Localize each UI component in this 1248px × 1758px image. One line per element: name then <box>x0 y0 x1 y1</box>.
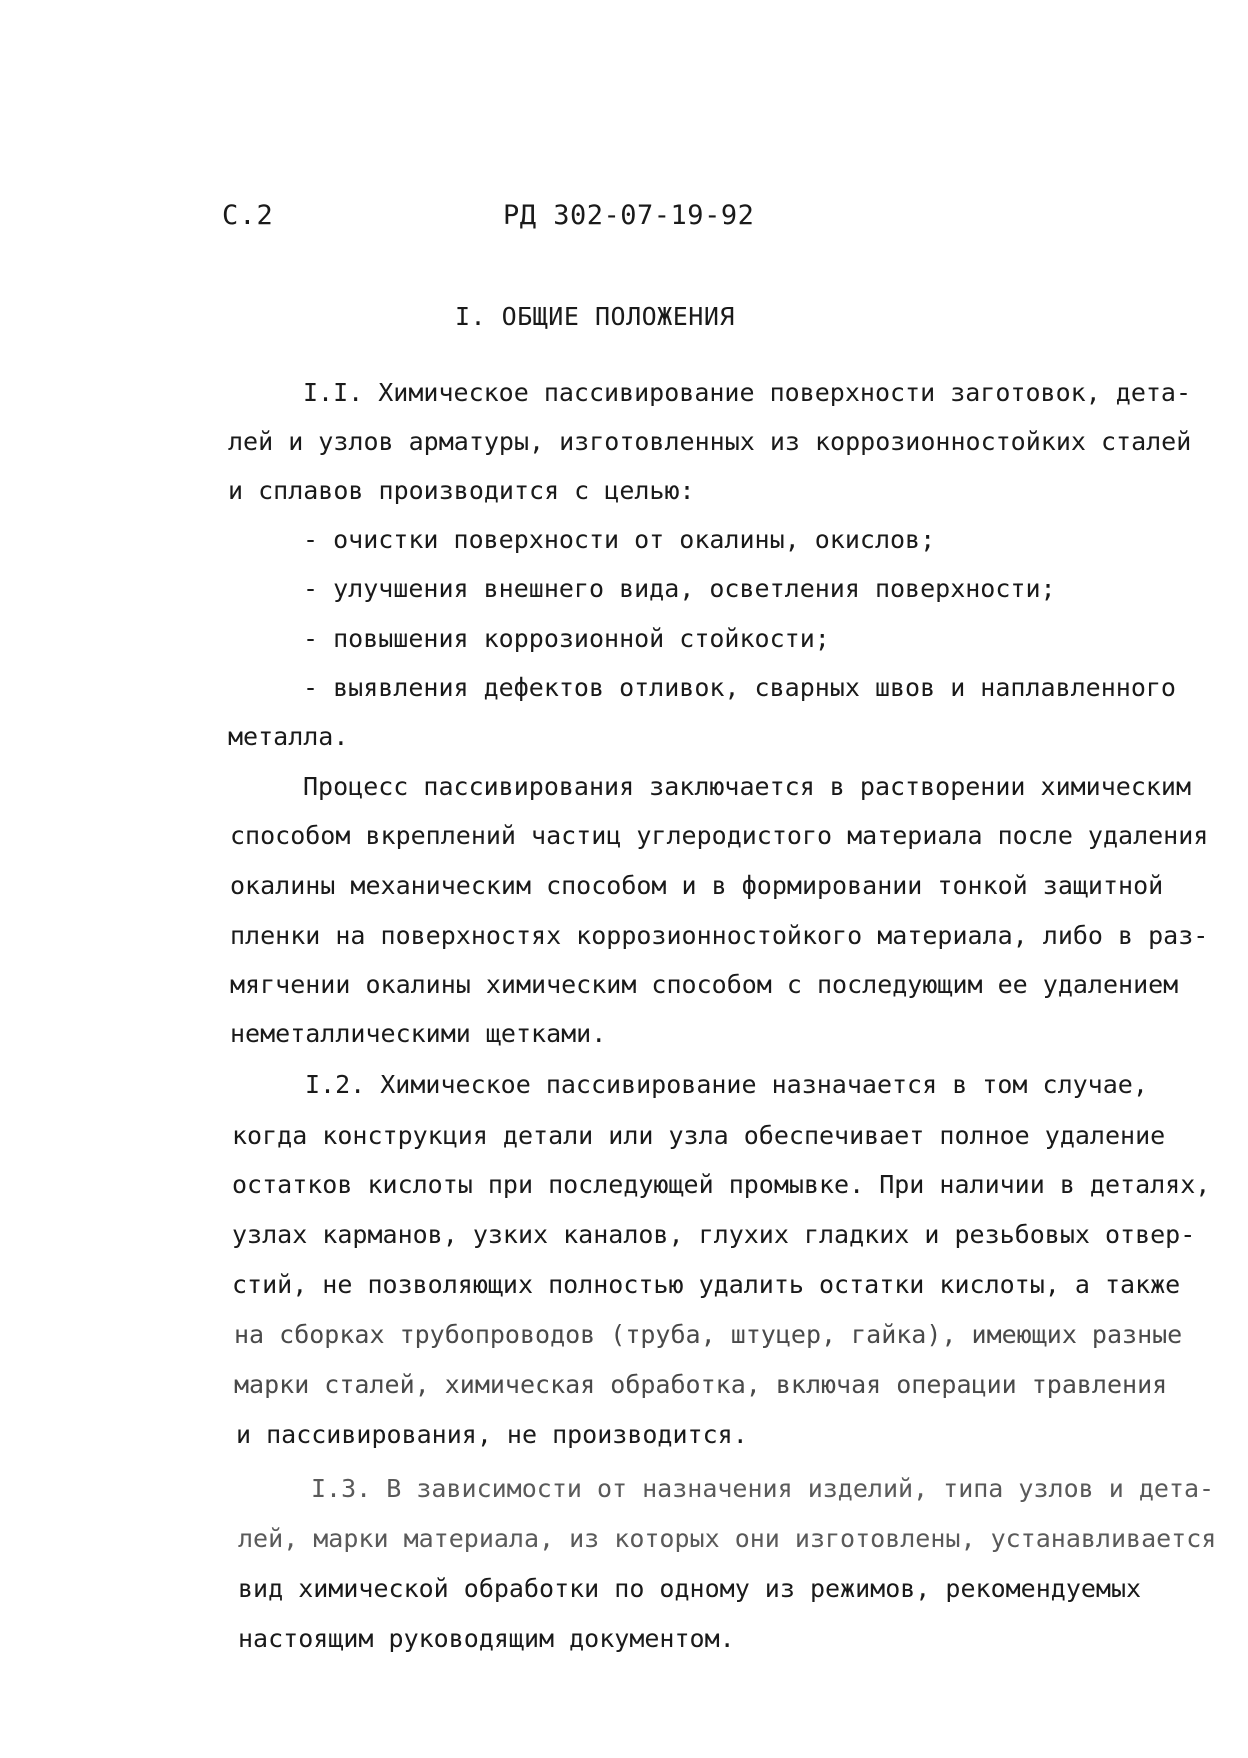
text-line: металла. <box>228 722 349 751</box>
text-line: вид химической обработки по одному из режимов, рекомендуемых <box>238 1574 1142 1603</box>
text-line: лей и узлов арматуры, изготовленных из коррозионностойких сталей <box>228 427 1192 456</box>
section-title: I. ОБЩИЕ ПОЛОЖЕНИЯ <box>455 302 735 331</box>
list-item: - повышения коррозионной стойкости; <box>303 624 830 653</box>
text-line: I.3. В зависимости от назначения изделий, типа узлов и дета- <box>311 1474 1215 1503</box>
text-line: мягчении окалины химическим способом с последующим ее удалением <box>230 970 1179 999</box>
text-line: остатков кислоты при последующей промывке. При наличии в деталях, <box>232 1170 1211 1199</box>
page-number: С.2 <box>222 200 274 231</box>
text-line: узлах карманов, узких каналов, глухих гладких и резьбовых отвер- <box>232 1220 1196 1249</box>
list-item: - выявления дефектов отливок, сварных швов и наплавленного <box>303 673 1176 702</box>
text-line: лей, марки материала, из которых они изготовлены, устанавливается <box>238 1524 1217 1553</box>
text-line: когда конструкция детали или узла обеспечивает полное удаление <box>232 1121 1166 1150</box>
text-line: окалины механическим способом и в формировании тонкой защитной <box>230 871 1164 900</box>
text-line: Процесс пассивирования заключается в растворении химическим <box>303 772 1192 801</box>
text-line: стий, не позволяющих полностью удалить остатки кислоты, а также <box>232 1270 1181 1299</box>
text-line: неметаллическими щетками. <box>230 1019 607 1048</box>
text-line: на сборках трубопроводов (труба, штуцер, гайка), имеющих разные <box>234 1320 1183 1349</box>
list-item: - улучшения внешнего вида, осветления поверхности; <box>303 574 1056 603</box>
text-line: настоящим руководящим документом. <box>238 1624 735 1653</box>
text-line: I.I. Химическое пассивирование поверхности заготовок, дета- <box>303 378 1192 407</box>
text-line: способом вкреплений частиц углеродистого материала после удаления <box>230 821 1209 850</box>
text-line: и сплавов производится с целью: <box>228 476 695 505</box>
list-item: - очистки поверхности от окалины, окислов; <box>303 525 936 554</box>
text-line: I.2. Химическое пассивирование назначается в том случае, <box>305 1070 1148 1099</box>
text-line: и пассивирования, не производится. <box>236 1420 748 1449</box>
document-code: РД 302-07-19-92 <box>503 200 755 231</box>
text-line: марки сталей, химическая обработка, включая операции травления <box>234 1370 1168 1399</box>
text-line: пленки на поверхностях коррозионностойкого материала, либо в раз- <box>230 921 1209 950</box>
